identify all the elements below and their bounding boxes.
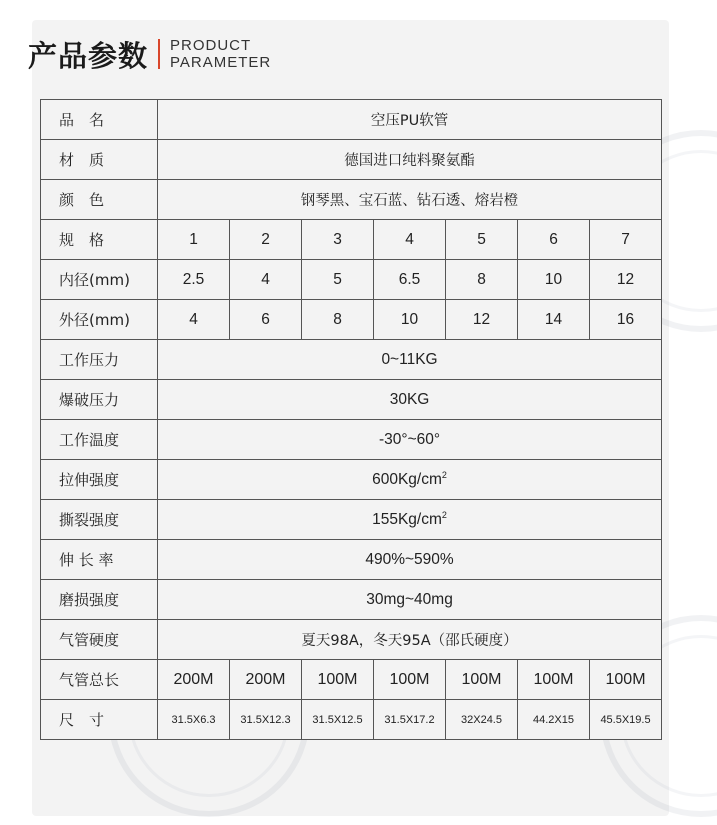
table-cell: 6.5 (374, 260, 446, 300)
row-label: 外径(mm) (41, 300, 158, 340)
table-cell: 4 (230, 260, 302, 300)
row-value: 30mg~40mg (158, 580, 662, 620)
table-cell: 100M (590, 660, 662, 700)
table-cell: 200M (230, 660, 302, 700)
subtitle-line-2: PARAMETER (170, 54, 272, 71)
page-subtitle (170, 37, 271, 71)
table-cell: 3 (302, 220, 374, 260)
title-divider (158, 39, 160, 69)
row-value (158, 500, 662, 540)
row-label: 颜 色 (41, 180, 158, 220)
row-label: 气管总长 (41, 660, 158, 700)
table-cell: 7 (590, 220, 662, 260)
parameter-table (40, 99, 662, 740)
row-value (158, 460, 662, 500)
row-label: 拉伸强度 (41, 460, 158, 500)
table-row (41, 500, 662, 540)
table-row (41, 220, 662, 260)
row-label: 工作压力 (41, 340, 158, 380)
row-label: 规 格 (41, 220, 158, 260)
table-cell: 100M (302, 660, 374, 700)
table-cell: 200M (158, 660, 230, 700)
row-label: 磨损强度 (41, 580, 158, 620)
table-cell: 10 (518, 260, 590, 300)
row-value: -30°~60° (158, 420, 662, 460)
table-cell: 12 (446, 300, 518, 340)
row-value: 夏天98A，冬天95A（邵氏硬度） (158, 620, 662, 660)
table-row (41, 100, 662, 140)
row-label: 爆破压力 (41, 380, 158, 420)
row-value: 钢琴黑、宝石蓝、钻石透、熔岩橙 (158, 180, 662, 220)
table-cell: 31.5X12.3 (230, 700, 302, 740)
subtitle-line-1: PRODUCT (170, 37, 252, 54)
table-cell: 44.2X15 (518, 700, 590, 740)
value-text: 600Kg/cm (372, 471, 442, 489)
table-row (41, 180, 662, 220)
table-cell: 16 (590, 300, 662, 340)
table-cell: 8 (302, 300, 374, 340)
row-label: 工作温度 (41, 420, 158, 460)
table-cell: 5 (446, 220, 518, 260)
table-row (41, 340, 662, 380)
table-row (41, 460, 662, 500)
value-text: 155Kg/cm (372, 511, 442, 529)
row-label: 尺 寸 (41, 700, 158, 740)
table-row (41, 380, 662, 420)
superscript: 2 (441, 469, 447, 480)
table-row (41, 700, 662, 740)
row-label: 伸 长 率 (41, 540, 158, 580)
table-cell: 31.5X17.2 (374, 700, 446, 740)
table-row (41, 660, 662, 700)
table-cell: 12 (590, 260, 662, 300)
row-label: 材 质 (41, 140, 158, 180)
row-value: 空压PU软管 (158, 100, 662, 140)
section-header (28, 26, 271, 82)
row-value: 30KG (158, 380, 662, 420)
row-label: 气管硬度 (41, 620, 158, 660)
table-cell: 4 (374, 220, 446, 260)
table-cell: 2 (230, 220, 302, 260)
table-cell: 6 (230, 300, 302, 340)
table-cell: 100M (446, 660, 518, 700)
table-row (41, 260, 662, 300)
table-cell: 14 (518, 300, 590, 340)
table-cell: 31.5X12.5 (302, 700, 374, 740)
table-cell: 31.5X6.3 (158, 700, 230, 740)
row-value: 490%~590% (158, 540, 662, 580)
table-row (41, 420, 662, 460)
row-label: 撕裂强度 (41, 500, 158, 540)
table-cell: 32X24.5 (446, 700, 518, 740)
table-cell: 8 (446, 260, 518, 300)
table-row (41, 540, 662, 580)
table-cell: 100M (374, 660, 446, 700)
table-cell: 45.5X19.5 (590, 700, 662, 740)
table-cell: 1 (158, 220, 230, 260)
table-cell: 100M (518, 660, 590, 700)
row-label: 品 名 (41, 100, 158, 140)
page-title: 产品参数 (28, 38, 149, 73)
table-row (41, 300, 662, 340)
table-row (41, 140, 662, 180)
table-cell: 10 (374, 300, 446, 340)
table-cell: 6 (518, 220, 590, 260)
table-cell: 4 (158, 300, 230, 340)
row-value: 德国进口纯料聚氨酯 (158, 140, 662, 180)
table-row (41, 620, 662, 660)
row-label: 内径(mm) (41, 260, 158, 300)
table-row (41, 580, 662, 620)
row-value: 0~11KG (158, 340, 662, 380)
table-cell: 5 (302, 260, 374, 300)
table-cell: 2.5 (158, 260, 230, 300)
superscript: 2 (441, 509, 447, 520)
